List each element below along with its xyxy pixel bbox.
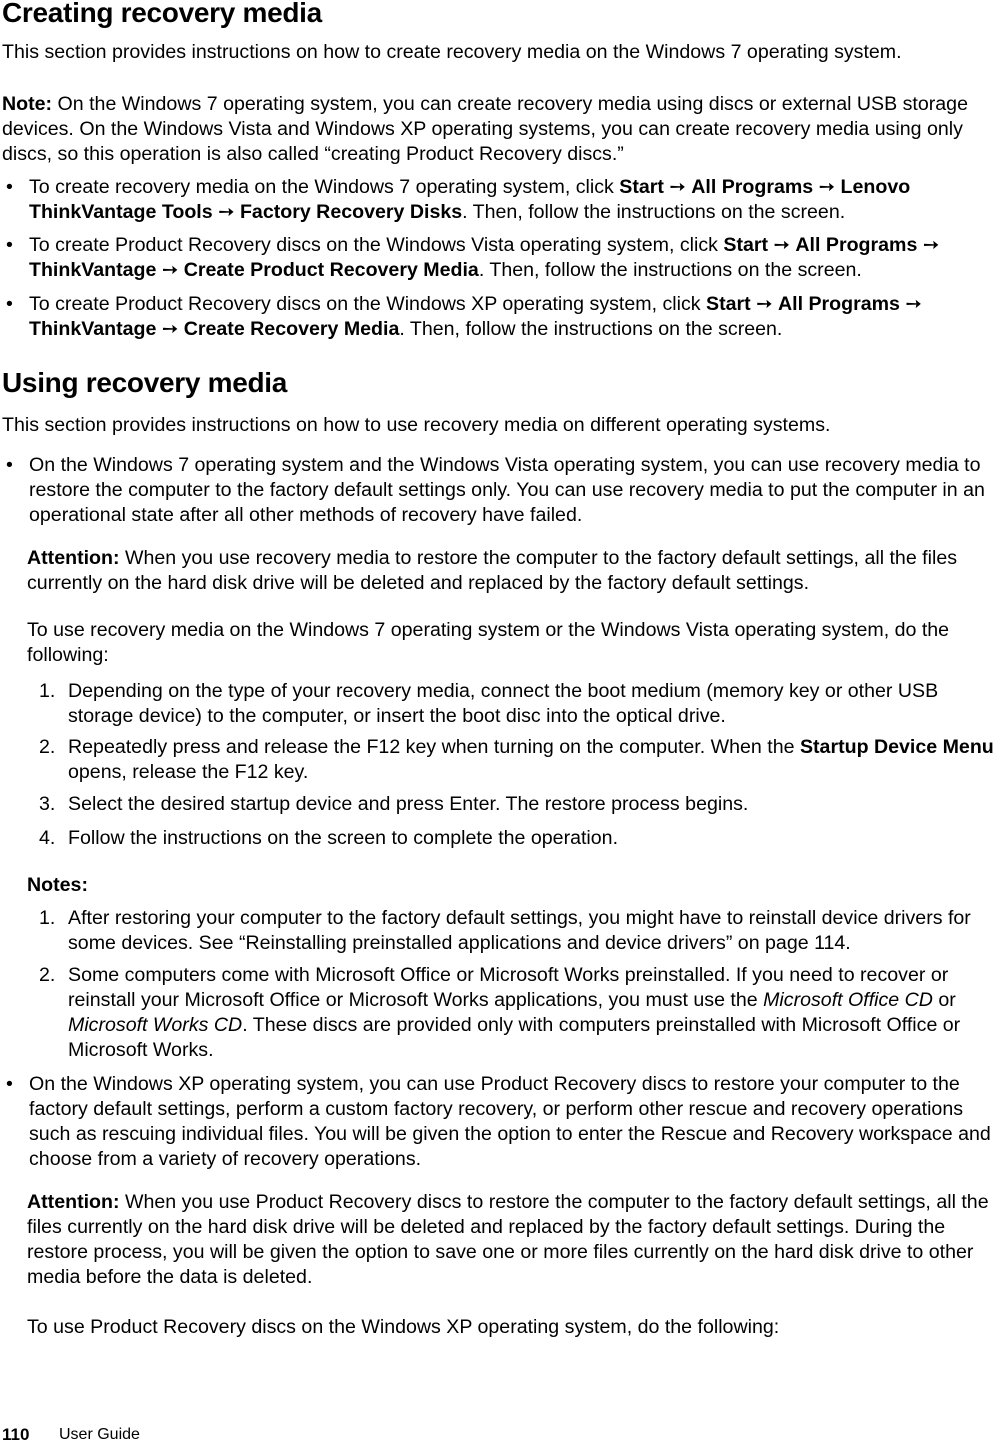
section-intro: This section provides instructions on how to use recovery media on different operating systems. <box>2 414 831 436</box>
step-number: 2. <box>39 736 56 758</box>
step-number: 4. <box>39 827 56 849</box>
step-text: Select the desired startup device and press Enter. The restore process begins. <box>68 793 749 815</box>
bullet-text: To create Product Recovery discs on the Windows Vista operating system, click <box>29 234 724 256</box>
note-text: On the Windows 7 operating system, you can create recovery media using discs or external USB storage devices. On the Windows Vista and Windows XP operating systems, you can create recovery media using only discs, so this operation is also called “creating Product Recovery discs.” <box>2 93 968 165</box>
bullet-text: On the Windows XP operating system, you can use Product Recovery discs to restore your computer to the factory default settings, perform a custom factory recovery, or perform other rescue and recovery operations such as rescuing individual files. You will be given the option to enter the Rescue and Recovery workspace and choose from a variety of recovery operations. <box>29 1073 991 1170</box>
attention-label: Attention: <box>27 1191 120 1213</box>
page-footer <box>2 1424 140 1446</box>
note-text: After restoring your computer to the factory default settings, you might have to reinstall device drivers for some devices. See “Reinstalling preinstalled applications and device drivers” on page 114. <box>68 907 971 954</box>
notes-label: Notes: <box>27 874 88 896</box>
bullet-marker: • <box>6 176 13 198</box>
step-number: 3. <box>39 793 56 815</box>
attention-text: When you use Product Recovery discs to restore the computer to the factory default settings, all the files currently on the hard disk drive will be deleted and replaced by the factory default settings. During the restore process, you will be given the option to save one or more files currently on the hard disk drive to other media before the data is deleted. <box>27 1191 989 1288</box>
step-text: Depending on the type of your recovery media, connect the boot medium (memory key or other USB storage device) to the computer, or insert the boot disc into the optical drive. <box>68 680 939 727</box>
bullet-marker: • <box>6 1073 13 1095</box>
document-page: Creating recovery media This section provides instructions on how to create recovery media on the Windows 7 operating system. Note: On the Windows 7 operating system, you can create recovery media using discs or external USB storage devices. On the Windows Vista and Windows XP operating systems, you can create recovery media using only discs, so this operation is also called “creating Product Recovery discs.” • To create recovery media on the Windows 7 operating system, click Start ➙ All Programs ➙ Lenovo ThinkVantage Tools ➙ Factory Recovery Disks. Then, follow the instructions on the screen. • To create Product Recovery discs on the Windows Vista operating system, click Start ➙ All Programs ➙ ThinkVantage ➙ Create Product Recovery Media. Then, follow the instructions on the screen. • To create Product Recovery discs on the Windows XP operating system, click Start ➙ All Programs ➙ ThinkVantage ➙ Create Recovery Media. Then, follow the instructions on the screen. Using recovery media This section provides instructions on how to use recovery media on different operating systems. • On the Windows 7 operating system and the Windows Vista operating system, you can use recovery media to restore the computer to the factory default settings only. You can use recovery media to put the computer in an operational state after all other methods of recovery have failed. Attention: When you use recovery media to restore the computer to the factory default settings, all the files currently on the hard disk drive will be deleted and replaced by the factory default settings. To use recovery media on the Windows 7 operating system or the Windows Vista operating system, do the following: 1. Depending on the type of your recovery media, connect the boot medium (memory key or other USB storage device) to the computer, or insert the boot disc into the optical drive. 2. Repeatedly press and release the F12 key when turning on the computer. When the Startup Device Menu opens, release the F12 key. 3. Select the desired startup device and press Enter. The restore process begins. 4. Follow the instructions on the screen to complete the operation. Notes: 1. After restoring your computer to the factory default settings, you might have to reinstall device drivers for some devices. See “Reinstalling preinstalled applications and device drivers” on page 114. 2. Some computers come with Microsoft Office or Microsoft Works preinstalled. If you need to recover or reinstall your Microsoft Office or Microsoft Works applications, you must use the Microsoft Office CD or Microsoft Works CD. These discs are provided only with computers preinstalled with Microsoft Office or Microsoft Works. • On the Windows XP operating system, you can use Product Recovery discs to restore your computer to the factory default settings, perform a custom factory recovery, or perform other rescue and recovery operations such as rescuing individual files. You will be given the option to enter the Rescue and Recovery workspace and choose from a variety of recovery operations. Attention: When you use Product Recovery discs to restore the computer to the factory default settings, all the files currently on the hard disk drive will be deleted and replaced by the factory default settings. During the restore process, you will be given the option to save one or more files currently on the hard disk drive to other media before the data is deleted. To use Product Recovery discs on the Windows XP operating system, do the following: 110 User Guide <box>0 0 1004 1442</box>
note-number: 2. <box>39 964 56 986</box>
instruction-paragraph: To use Product Recovery discs on the Windows XP operating system, do the following: <box>27 1316 780 1338</box>
attention-paragraph <box>27 1190 1002 1290</box>
arrow-icon: ➙ <box>756 293 773 315</box>
menu-path-start: Start <box>723 234 769 256</box>
attention-paragraph <box>27 546 1002 596</box>
menu-path-lenovo-thinkvantage-tools: Lenovo ThinkVantage Tools <box>29 176 911 223</box>
arrow-icon: ➙ <box>161 259 179 281</box>
menu-path-create-product-recovery-media: Create Product Recovery Media <box>183 259 479 281</box>
bullet-text: On the Windows 7 operating system and the Windows Vista operating system, you can use recovery media to restore the computer to the factory default settings only. You can use recovery media to put the computer in an operational state after all other methods of recovery have failed. <box>29 454 985 526</box>
section-heading-using-recovery-media: Using recovery media <box>2 367 288 398</box>
note-paragraph <box>2 92 1002 167</box>
instruction-paragraph: To use recovery media on the Windows 7 operating system or the Windows Vista operating system, do the following: <box>27 619 950 666</box>
startup-device-menu-label: Startup Device Menu <box>799 736 994 758</box>
bullet-marker: • <box>6 454 13 476</box>
bullet-marker: • <box>6 293 13 315</box>
attention-text: When you use recovery media to restore the computer to the factory default settings, all the files currently on the hard disk drive will be deleted and replaced by the factory default settings. <box>27 547 958 594</box>
arrow-icon: ➙ <box>905 293 922 315</box>
menu-path-thinkvantage: ThinkVantage <box>29 318 157 340</box>
section-heading-creating-recovery-media: Creating recovery media <box>2 0 322 28</box>
bullet-text: To create recovery media on the Windows 7 operating system, click <box>29 176 620 198</box>
page-number: 110 <box>2 1425 30 1444</box>
note-label: Note: <box>2 93 53 115</box>
step-text: Repeatedly press and release the F12 key when turning on the computer. When the <box>68 736 800 758</box>
note-number: 1. <box>39 907 56 929</box>
menu-path-start: Start <box>619 176 664 198</box>
note-text: Some computers come with Microsoft Office or Microsoft Works preinstalled. If you need to recover or reinstall your Microsoft Office or Microsoft Works applications, you must use the <box>68 964 949 1011</box>
menu-path-start: Start <box>706 293 751 315</box>
menu-path-all-programs: All Programs <box>777 293 900 315</box>
menu-path-all-programs: All Programs <box>795 234 918 256</box>
step-text: Follow the instructions on the screen to complete the operation. <box>68 827 619 849</box>
step-text-end: opens, release the F12 key. <box>68 761 309 783</box>
bullet-text-end: . Then, follow the instructions on the screen. <box>478 259 862 281</box>
menu-path-factory-recovery-disks: Factory Recovery Disks <box>239 201 463 223</box>
menu-path-all-programs: All Programs <box>691 176 814 198</box>
note-text-end: . These discs are provided only with computers preinstalled with Microsoft Office or Microsoft Works. <box>68 1014 961 1061</box>
document-title: User Guide <box>59 1426 140 1443</box>
bullet-text-end: . Then, follow the instructions on the screen. <box>399 318 783 340</box>
bullet-marker: • <box>6 234 13 256</box>
menu-path-thinkvantage: ThinkVantage <box>29 259 157 281</box>
arrow-icon: ➙ <box>922 234 940 256</box>
arrow-icon: ➙ <box>818 176 836 198</box>
bullet-text-end: . Then, follow the instructions on the screen. <box>462 201 846 223</box>
section-intro: This section provides instructions on how to create recovery media on the Windows 7 operating system. <box>2 41 902 63</box>
arrow-icon: ➙ <box>773 234 790 256</box>
bullet-text: To create Product Recovery discs on the Windows XP operating system, click <box>29 293 706 315</box>
menu-path-create-recovery-media: Create Recovery Media <box>183 318 400 340</box>
arrow-icon: ➙ <box>161 318 179 340</box>
step-number: 1. <box>39 680 56 702</box>
microsoft-office-cd: Microsoft Office CD <box>763 989 933 1011</box>
arrow-icon: ➙ <box>218 201 235 223</box>
attention-label: Attention: <box>27 547 120 569</box>
arrow-icon: ➙ <box>669 176 686 198</box>
microsoft-works-cd: Microsoft Works CD <box>68 1014 243 1036</box>
